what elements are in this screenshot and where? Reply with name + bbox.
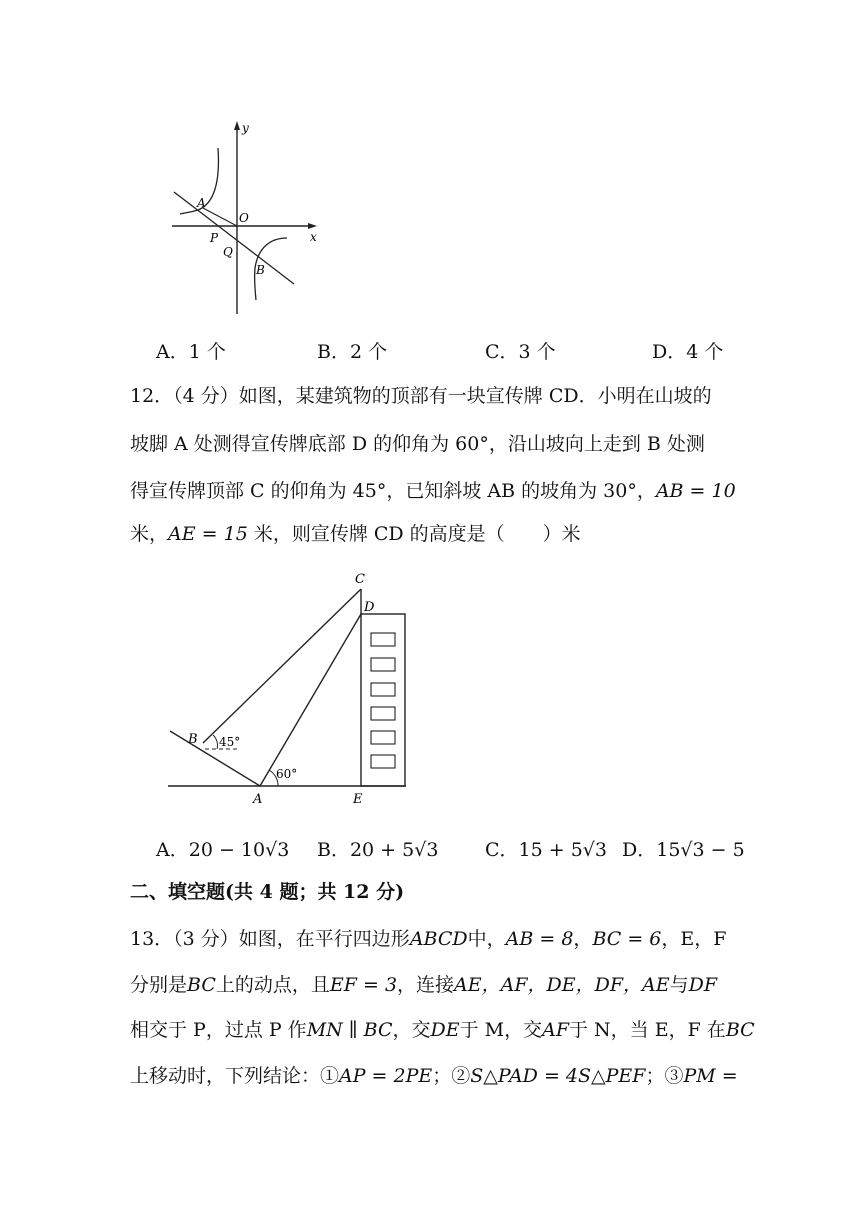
q13-text-3b: ，交 [392,1019,431,1041]
x-axis-arrow [308,223,317,229]
q13-text-2c: ，连接 [397,974,455,996]
label-a: A [253,792,263,807]
q12-figure [160,565,420,815]
label-o: O [239,211,249,225]
window-5 [371,731,395,744]
line-ab [174,192,294,284]
q12-line-1: 12．（4 分）如图，某建筑物的顶部有一块宣传牌 CD．小明在山坡的 [130,385,712,407]
q11-option-c: C．3 个 [485,341,556,363]
q11-option-a: A．1 个 [156,341,226,363]
q13-math-bc6: BC = 6 [592,928,662,950]
q13-math-af: AF [542,1019,570,1041]
q13-math-ap: AP = 2PE [339,1065,433,1087]
q13-math-ab8: AB = 8 [505,928,574,950]
q12-option-c-label: C． [485,839,519,861]
q12-option-a-math: 20 − 10√3 [188,839,290,861]
label-a: A [197,196,206,210]
sight-ad [260,614,361,786]
q13-text-4c: ；③ [645,1065,684,1087]
q13-text-2b: 上的动点，且 [215,974,330,996]
q12-option-b-label: B． [317,839,350,861]
building [361,614,405,786]
q13-math-bc: BC [187,974,216,996]
q12-option-d-label: D． [622,839,657,861]
q13-text-2d: 与 [669,974,689,996]
label-q: Q [223,245,233,259]
window-6 [371,755,395,768]
q11-option-b: B．2 个 [317,341,388,363]
slope-ab [170,731,260,786]
q13-math-ef3: EF = 3 [329,974,398,996]
q12-option-b-math: 20 + 5√3 [349,839,439,861]
q13-text-2a: 分别是 [130,974,188,996]
segment-ao [203,208,237,226]
q13-text-1d: ，E，F [661,928,727,950]
q13-math-segments: AE，AF，DE，DF，AE [454,974,670,996]
q12-option-d [622,836,745,864]
q13-text-3d: 于 N，当 E，F 在 [569,1019,726,1041]
q13-text-1a: 13．（3 分）如图，在平行四边形 [130,928,410,950]
q12-option-a-label: A． [156,839,189,861]
label-y: y [242,121,249,135]
q13-math-pm: PM = [683,1065,738,1087]
q13-math-df: DF [688,974,718,996]
q12-line-4-text-b: 米，则宣传牌 CD 的高度是（ ）米 [247,523,581,545]
q13-math-abcd: ABCD [409,928,468,950]
q12-math-ae: AE = 15 [168,523,248,545]
arc-45 [213,735,218,749]
q13-text-4b: ；② [432,1065,471,1087]
q12-line-4 [130,520,581,548]
q13-math-area: S△PAD = 4S△PEF [470,1065,646,1087]
sight-bc [203,589,361,743]
label-d: D [364,600,375,615]
q13-math-de: DE [430,1019,460,1041]
q12-line-3 [130,477,736,505]
q13-math-bc-2: BC [725,1019,755,1041]
y-axis-arrow [234,121,240,130]
window-3 [371,683,395,696]
q11-figure [160,118,330,318]
q13-line-1 [130,925,726,953]
q13-text-1b: 中， [467,928,506,950]
q13-text-3c: 于 M，交 [459,1019,543,1041]
label-angle-60: 60° [276,767,298,781]
label-p: P [210,231,219,245]
label-x: x [310,230,317,244]
q11-option-d: D．4 个 [652,341,724,363]
q13-line-3 [130,1016,755,1044]
q13-text-1c: ， [573,928,593,950]
window-4 [371,707,395,720]
label-b: B [256,263,265,277]
q12-line-2: 坡脚 A 处测得宣传牌底部 D 的仰角为 60°，沿山坡向上走到 B 处测 [130,433,705,455]
label-c: C [355,572,365,587]
q12-option-c [485,836,607,864]
q12-line-3-text: 得宣传牌顶部 C 的仰角为 45°，已知斜坡 AB 的坡角为 30°， [130,480,656,502]
q12-line-4-text-a: 米， [130,523,169,545]
q12-option-a [156,836,289,864]
q13-text-3a: 相交于 P，过点 P 作 [130,1019,307,1041]
q13-line-2 [130,971,717,999]
section-2-title: 二、填空题(共 4 题；共 12 分) [130,881,405,903]
q12-option-b [317,836,438,864]
q12-option-d-math: 15√3 − 5 [656,839,745,861]
label-b: B [188,732,198,747]
window-1 [371,633,395,646]
q12-math-ab: AB = 10 [655,480,736,502]
q13-line-4 [130,1062,738,1090]
label-angle-45: 45° [219,735,241,749]
q12-option-c-math: 15 + 5√3 [518,839,608,861]
window-2 [371,658,395,671]
label-e: E [353,792,363,807]
q13-text-4a: 上移动时，下列结论：① [130,1065,340,1087]
q13-math-mn-parallel: MN ∥ BC [306,1019,393,1041]
